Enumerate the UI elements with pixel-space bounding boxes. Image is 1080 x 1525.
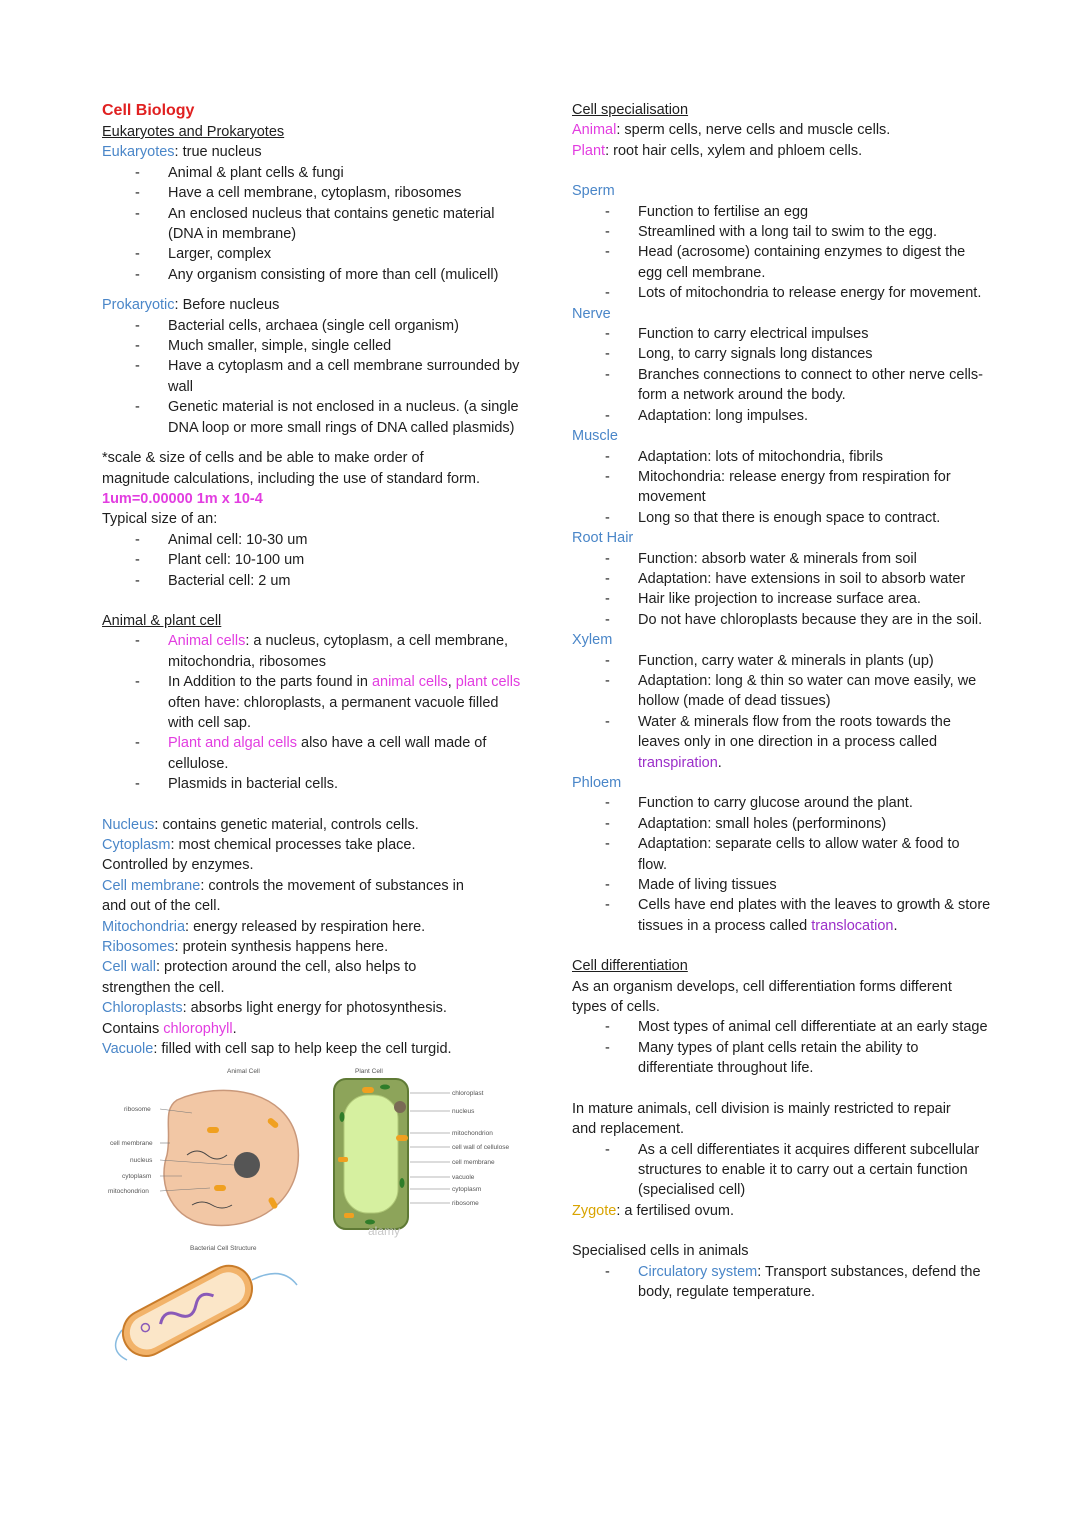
cytoplasm-def: Cytoplasm: most chemical processes take place. (102, 837, 416, 853)
xylem-title: Xylem (572, 632, 613, 649)
diff-intro: As an organism develops, cell differentiation forms different (572, 978, 952, 995)
right-column (572, 100, 992, 1302)
muscle-title: Muscle (572, 428, 618, 445)
prokaryotic-term: Prokaryotic (102, 297, 175, 314)
svg-text:mitochondrion: mitochondrion (108, 1188, 149, 1196)
list-item: - Bacterial cells, archaea (single cell organism) (102, 316, 522, 336)
list-item: - Larger, complex (102, 244, 522, 264)
mitochondrion-icon (344, 1213, 354, 1218)
eukaryotes-list (102, 163, 522, 285)
list-item: - Animal cell: 10-30 um (102, 530, 522, 550)
mitochondrion-icon (396, 1135, 408, 1141)
svg-text:cytoplasm: cytoplasm (452, 1186, 482, 1194)
mature-text: and replacement. (572, 1121, 685, 1138)
mito-def: Mitochondria: energy released by respiration here. (102, 918, 426, 935)
animal-plant-list (102, 631, 522, 794)
list-item: - Adaptation: long & thin so water can move easily, we hollow (made of dead tissues) (572, 671, 992, 712)
list-item: - As a cell differentiates it acquires different subcellular structures to enable it to carry out a certain function (specialised cell) (572, 1140, 992, 1201)
nucleus-def: Nucleus: contains genetic material, controls cells. (102, 816, 419, 833)
left-column (102, 100, 522, 1365)
animal-cell-diagram (102, 1065, 317, 1235)
list-item: - In Addition to the parts found in animal cells, plant cells often have: chloroplasts, a permanent vacuole filled with cell sap. (102, 672, 522, 733)
roothair-title: Root Hair (572, 530, 634, 547)
animal-spec: Animal: sperm cells, nerve cells and muscle cells. (572, 122, 891, 139)
list-item: - Have a cytoplasm and a cell membrane surrounded by wall (102, 356, 522, 397)
svg-text:nucleus: nucleus (452, 1108, 475, 1116)
roothair-list (572, 549, 992, 631)
list-item: - Animal & plant cells & fungi (102, 163, 522, 183)
mitochondrion-icon (362, 1087, 374, 1093)
list-item: - Function to carry electrical impulses (572, 324, 992, 344)
list-item: - Adaptation: lots of mitochondria, fibrils (572, 447, 992, 467)
vacuole-def: Vacuole: filled with cell sap to help keep the cell turgid. (102, 1041, 452, 1058)
list-item: - Made of living tissues (572, 875, 992, 895)
mitochondrion-icon (207, 1127, 219, 1133)
mitochondrion-icon (214, 1185, 226, 1191)
prokaryotic-def: Prokaryotic: Before nucleus (102, 297, 280, 314)
plant-spec: Plant: root hair cells, xylem and phloem cells. (572, 142, 863, 159)
scale-note: magnitude calculations, including the use of standard form. (102, 470, 481, 487)
xylem-list (572, 651, 992, 773)
list-item: - Genetic material is not enclosed in a nucleus. (a single DNA loop or more small rings of DNA called plasmids) (102, 397, 522, 438)
diff-intro: types of cells. (572, 999, 660, 1016)
list-item: - Lots of mitochondria to release energy for movement. (572, 283, 992, 303)
mitochondrion-icon (338, 1157, 348, 1162)
list-item: - Long, to carry signals long distances (572, 344, 992, 364)
mature-text: In mature animals, cell division is mainly restricted to repair (572, 1100, 951, 1117)
list-item: - Circulatory system: Transport substances, defend the body, regulate temperature. (572, 1262, 992, 1303)
animal-nucleus (234, 1152, 260, 1178)
svg-text:ribosome: ribosome (452, 1200, 479, 1208)
list-item: - Most types of animal cell differentiate at an early stage (572, 1017, 992, 1037)
eukaryotes-def: Eukaryotes: true nucleus (102, 144, 262, 161)
chloro-def-cont: Contains chlorophyll. (102, 1020, 237, 1037)
list-item: - Much smaller, simple, single celled (102, 336, 522, 356)
svg-text:cell membrane: cell membrane (110, 1140, 153, 1148)
euk-prok-heading: Eukaryotes and Prokaryotes (102, 124, 285, 140)
chloroplast-icon (340, 1112, 345, 1122)
list-item: - Function to carry glucose around the plant. (572, 793, 992, 813)
svg-text:mitochondrion: mitochondrion (452, 1130, 493, 1138)
phloem-title: Phloem (572, 775, 622, 791)
scale-note: *scale & size of cells and be able to make order of (102, 450, 424, 467)
chloroplast-icon (380, 1085, 390, 1090)
plant-vacuole (344, 1095, 398, 1213)
spec-heading: Cell specialisation (572, 102, 689, 118)
list-item: - Head (acrosome) containing enzymes to digest the egg cell membrane. (572, 242, 992, 283)
list-item: - Have a cell membrane, cytoplasm, ribosomes (102, 183, 522, 203)
svg-text:cytoplasm: cytoplasm (122, 1173, 152, 1181)
wall-def-cont: strengthen the cell. (102, 979, 225, 996)
sizes-list (102, 530, 522, 591)
diff-list (572, 1017, 992, 1078)
svg-text:cell wall of cellulose: cell wall of cellulose (452, 1144, 510, 1152)
list-item: - Plasmids in bacterial cells. (102, 774, 522, 794)
list-item: - Plant and algal cells also have a cell wall made of cellulose. (102, 733, 522, 774)
plant-cell-labels (410, 1090, 509, 1207)
membrane-def-cont: and out of the cell. (102, 898, 221, 915)
ribo-def: Ribosomes: protein synthesis happens here. (102, 939, 389, 956)
plant-cell-title: Plant Cell (355, 1068, 383, 1076)
nerve-title: Nerve (572, 305, 611, 322)
list-item: - Adaptation: small holes (performinons) (572, 814, 992, 834)
list-item: - Cells have end plates with the leaves to growth & store tissues in a process called translocation. (572, 895, 992, 936)
wall-def: Cell wall: protection around the cell, also helps to (102, 959, 417, 976)
phloem-list (572, 793, 992, 936)
zygote-def: Zygote: a fertilised ovum. (572, 1202, 735, 1219)
nerve-list (572, 324, 992, 426)
list-item: - Adaptation: have extensions in soil to absorb water (572, 569, 992, 589)
diff-heading: Cell differentiation (572, 958, 688, 975)
animal-plant-heading: Animal & plant cell (102, 612, 222, 629)
mature-list (572, 1140, 992, 1201)
sperm-list (572, 202, 992, 304)
svg-text:ribosome: ribosome (124, 1106, 151, 1114)
spec-animals-heading: Specialised cells in animals (572, 1243, 749, 1260)
typical-size-label: Typical size of an: (102, 511, 218, 528)
um-formula: 1um=0.00000 1m x 10-4 (102, 490, 263, 507)
sperm-title: Sperm (572, 183, 615, 200)
list-item: - Plant cell: 10-100 um (102, 550, 522, 570)
muscle-list (572, 447, 992, 529)
list-item: - Mitochondria: release energy from respiration for movement (572, 467, 992, 508)
plant-nucleus (394, 1101, 406, 1113)
watermark: alamy (368, 1224, 401, 1239)
list-item: - Adaptation: long impulses. (572, 406, 992, 426)
prokaryotic-list (102, 316, 522, 438)
list-item: - Bacterial cell: 2 um (102, 571, 522, 591)
svg-text:vacuole: vacuole (452, 1174, 475, 1182)
list-item: - An enclosed nucleus that contains genetic material (DNA in membrane) (102, 204, 522, 245)
list-item: - Streamlined with a long tail to swim to the egg. (572, 222, 992, 242)
chloro-def: Chloroplasts: absorbs light energy for photosynthesis. (102, 1000, 447, 1017)
list-item: - Animal cells: a nucleus, cytoplasm, a cell membrane, mitochondria, ribosomes (102, 631, 522, 672)
list-item: - Long so that there is enough space to contract. (572, 508, 992, 528)
bacterial-cell-title: Bacterial Cell Structure (190, 1245, 257, 1253)
list-item: - Function, carry water & minerals in plants (up) (572, 651, 992, 671)
eukaryotes-term: Eukaryotes (102, 144, 175, 161)
flagellum (252, 1274, 297, 1285)
cell-diagrams (102, 1065, 522, 1365)
list-item: - Branches connections to connect to other nerve cells- form a network around the body. (572, 365, 992, 406)
list-item: - Do not have chloroplasts because they are in the soil. (572, 610, 992, 630)
svg-text:chloroplast: chloroplast (452, 1090, 484, 1098)
animal-cell-title: Animal Cell (227, 1068, 260, 1076)
list-item: - Water & minerals flow from the roots towards the leaves only in one direction in a process called transpiration. (572, 712, 992, 773)
bacterial-cell-diagram (102, 1240, 302, 1365)
chloroplast-icon (400, 1178, 405, 1188)
svg-text:cell membrane: cell membrane (452, 1159, 495, 1167)
plant-cell-diagram (330, 1065, 530, 1240)
list-item: - Function: absorb water & minerals from soil (572, 549, 992, 569)
list-item: - Adaptation: separate cells to allow water & food to flow. (572, 834, 992, 875)
svg-text:nucleus: nucleus (130, 1157, 153, 1165)
list-item: - Hair like projection to increase surface area. (572, 589, 992, 609)
list-item: - Function to fertilise an egg (572, 202, 992, 222)
spec-animals-list (572, 1262, 992, 1303)
cytoplasm-def-cont: Controlled by enzymes. (102, 857, 254, 874)
list-item: - Many types of plant cells retain the ability to differentiate throughout life. (572, 1038, 992, 1079)
membrane-def: Cell membrane: controls the movement of substances in (102, 877, 464, 894)
list-item: - Any organism consisting of more than cell (mulicell) (102, 265, 522, 285)
page-title: Cell Biology (102, 102, 195, 119)
